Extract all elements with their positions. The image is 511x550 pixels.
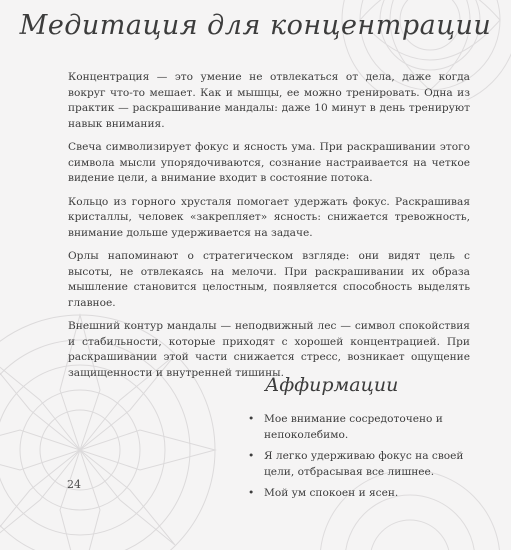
bullet-icon: • xyxy=(248,413,255,425)
list-item xyxy=(246,449,466,480)
affirmation-text: Мой ум спокоен и ясен. xyxy=(264,487,399,499)
paragraph-candle: Свеча символизирует фокус и ясность ума. При раскрашивании этого символа мысли упорядочиваются, сознание настраивается на четкое видение цели, а внимание входит в состояние потока. xyxy=(68,141,470,184)
page-title: Медитация для концентрации xyxy=(19,10,492,41)
list-item xyxy=(246,486,466,502)
bullet-icon: • xyxy=(248,450,255,462)
list-item xyxy=(246,412,466,443)
affirmation-text: Я легко удерживаю фокус на своей цели, отбрасывая все лишнее. xyxy=(264,450,464,478)
affirmations-title: Аффирмации xyxy=(265,374,399,396)
paragraph-eagles: Орлы напоминают о стратегическом взгляде: они видят цель с высоты, не отвлекаясь на мелочи. При раскрашивании их образа мышление становится целостным, появляется способность выделять главное. xyxy=(68,250,470,309)
page-number: 24 xyxy=(67,478,81,491)
bullet-icon: • xyxy=(248,487,255,499)
article-body xyxy=(68,70,470,389)
paragraph-forest: Внешний контур мандалы — неподвижный лес — символ спокойствия и стабильности, которые приходят с хорошей концентрацией. При раскрашивании этой части снижается стресс, возникает ощущение защищенности и внутренней тишины. xyxy=(68,320,470,379)
affirmations-list xyxy=(246,412,466,508)
paragraph-crystal-ring: Кольцо из горного хрусталя помогает удержать фокус. Раскрашивая кристаллы, человек «закрепляет» ясность: снижается тревожность, внимание дольше удерживается на задаче. xyxy=(68,195,470,239)
affirmation-text: Мое внимание сосредоточено и непоколебимо. xyxy=(264,413,443,441)
paragraph-concentration: Концентрация — это умение не отвлекаться от дела, даже когда вокруг что-то мешает. Как и мышцы, ее можно тренировать. Одна из практик — раскрашивание мандалы: даже 10 минут в день тренируют навык внимания. xyxy=(68,71,470,130)
